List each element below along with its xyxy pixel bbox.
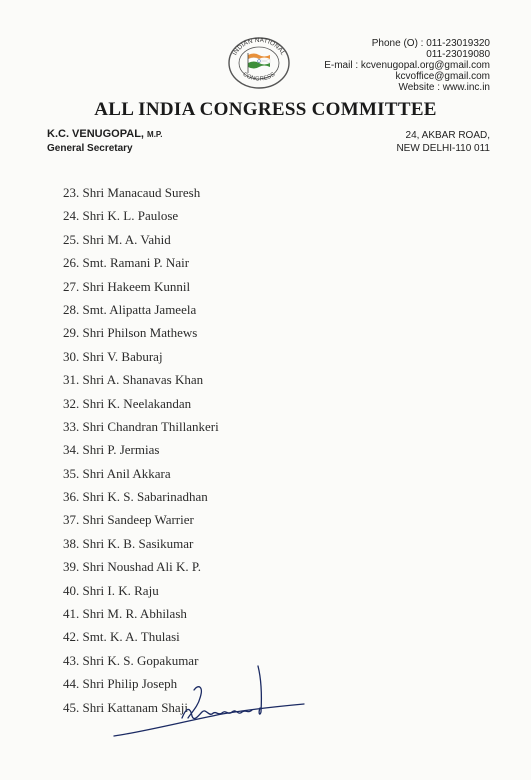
list-item: 26. Smt. Ramani P. Nair bbox=[63, 255, 190, 271]
list-item: 43. Shri K. S. Gopakumar bbox=[63, 652, 199, 668]
email-line-2: kcvoffice@gmail.com bbox=[395, 71, 490, 82]
list-item: 29. Shri Philson Mathews bbox=[63, 325, 198, 341]
list-item: 40. Shri I. K. Raju bbox=[63, 582, 159, 598]
list-item: 30. Shri V. Baburaj bbox=[63, 348, 163, 364]
list-item: 28. Smt. Alipatta Jameela bbox=[63, 301, 197, 317]
office-address bbox=[396, 129, 490, 155]
list-item: 25. Shri M. A. Vahid bbox=[63, 231, 171, 247]
congress-logo bbox=[226, 36, 292, 90]
signature-icon bbox=[112, 664, 308, 744]
contact-details bbox=[324, 38, 490, 93]
list-item: 33. Shri Chandran Thillankeri bbox=[63, 418, 219, 434]
website-line: Website : www.inc.in bbox=[398, 82, 490, 93]
list-item: 32. Shri K. Neelakandan bbox=[63, 395, 192, 411]
address-line-2: NEW DELHI-110 011 bbox=[396, 143, 490, 154]
list-item: 39. Shri Noushad Ali K. P. bbox=[63, 559, 201, 575]
list-item: 27. Shri Hakeem Kunnil bbox=[63, 278, 191, 294]
phone-line: Phone (O) : 011-23019320 bbox=[371, 38, 490, 49]
list-item: 23. Shri Manacaud Suresh bbox=[63, 185, 201, 200]
signatory-block bbox=[47, 128, 162, 155]
list-item: 42. Smt. K. A. Thulasi bbox=[63, 629, 180, 645]
handwritten-signature bbox=[112, 664, 308, 744]
page-title: ALL INDIA CONGRESS COMMITTEE bbox=[94, 99, 437, 120]
list-item: 31. Shri A. Shanavas Khan bbox=[63, 372, 204, 388]
list-item: 24. Shri K. L. Paulose bbox=[63, 208, 179, 224]
logo-top-text: INDIAN NATIONAL bbox=[231, 36, 287, 57]
list-item: 38. Shri K. B. Sasikumar bbox=[63, 535, 194, 551]
signatory-suffix: M.P. bbox=[147, 130, 163, 139]
signatory-name-line bbox=[47, 128, 162, 141]
list-item: 37. Shri Sandeep Warrier bbox=[63, 512, 194, 528]
logo-bottom-text: CONGRESS bbox=[241, 71, 277, 83]
congress-emblem-icon bbox=[226, 36, 292, 90]
email-line: E-mail : kcvenugopal.org@gmail.com bbox=[324, 60, 490, 71]
list-item: 35. Shri Anil Akkara bbox=[63, 465, 171, 481]
list-item: 34. Shri P. Jermias bbox=[63, 442, 160, 458]
svg-text:CONGRESS bbox=[242, 72, 277, 83]
address-line-1: 24, AKBAR ROAD, bbox=[405, 130, 490, 141]
signatory-name: K.C. VENUGOPAL, bbox=[47, 128, 144, 140]
list-item: 36. Shri K. S. Sabarinadhan bbox=[63, 489, 208, 505]
member-list bbox=[63, 181, 219, 719]
list-item: 41. Shri M. R. Abhilash bbox=[63, 606, 187, 622]
list-item: 44. Shri Philip Joseph bbox=[63, 676, 178, 692]
list-item: 45. Shri Kattanam Shaji bbox=[63, 699, 188, 715]
phone-line-2: 011-23019080 bbox=[426, 49, 490, 60]
signatory-role: General Secretary bbox=[47, 143, 133, 154]
